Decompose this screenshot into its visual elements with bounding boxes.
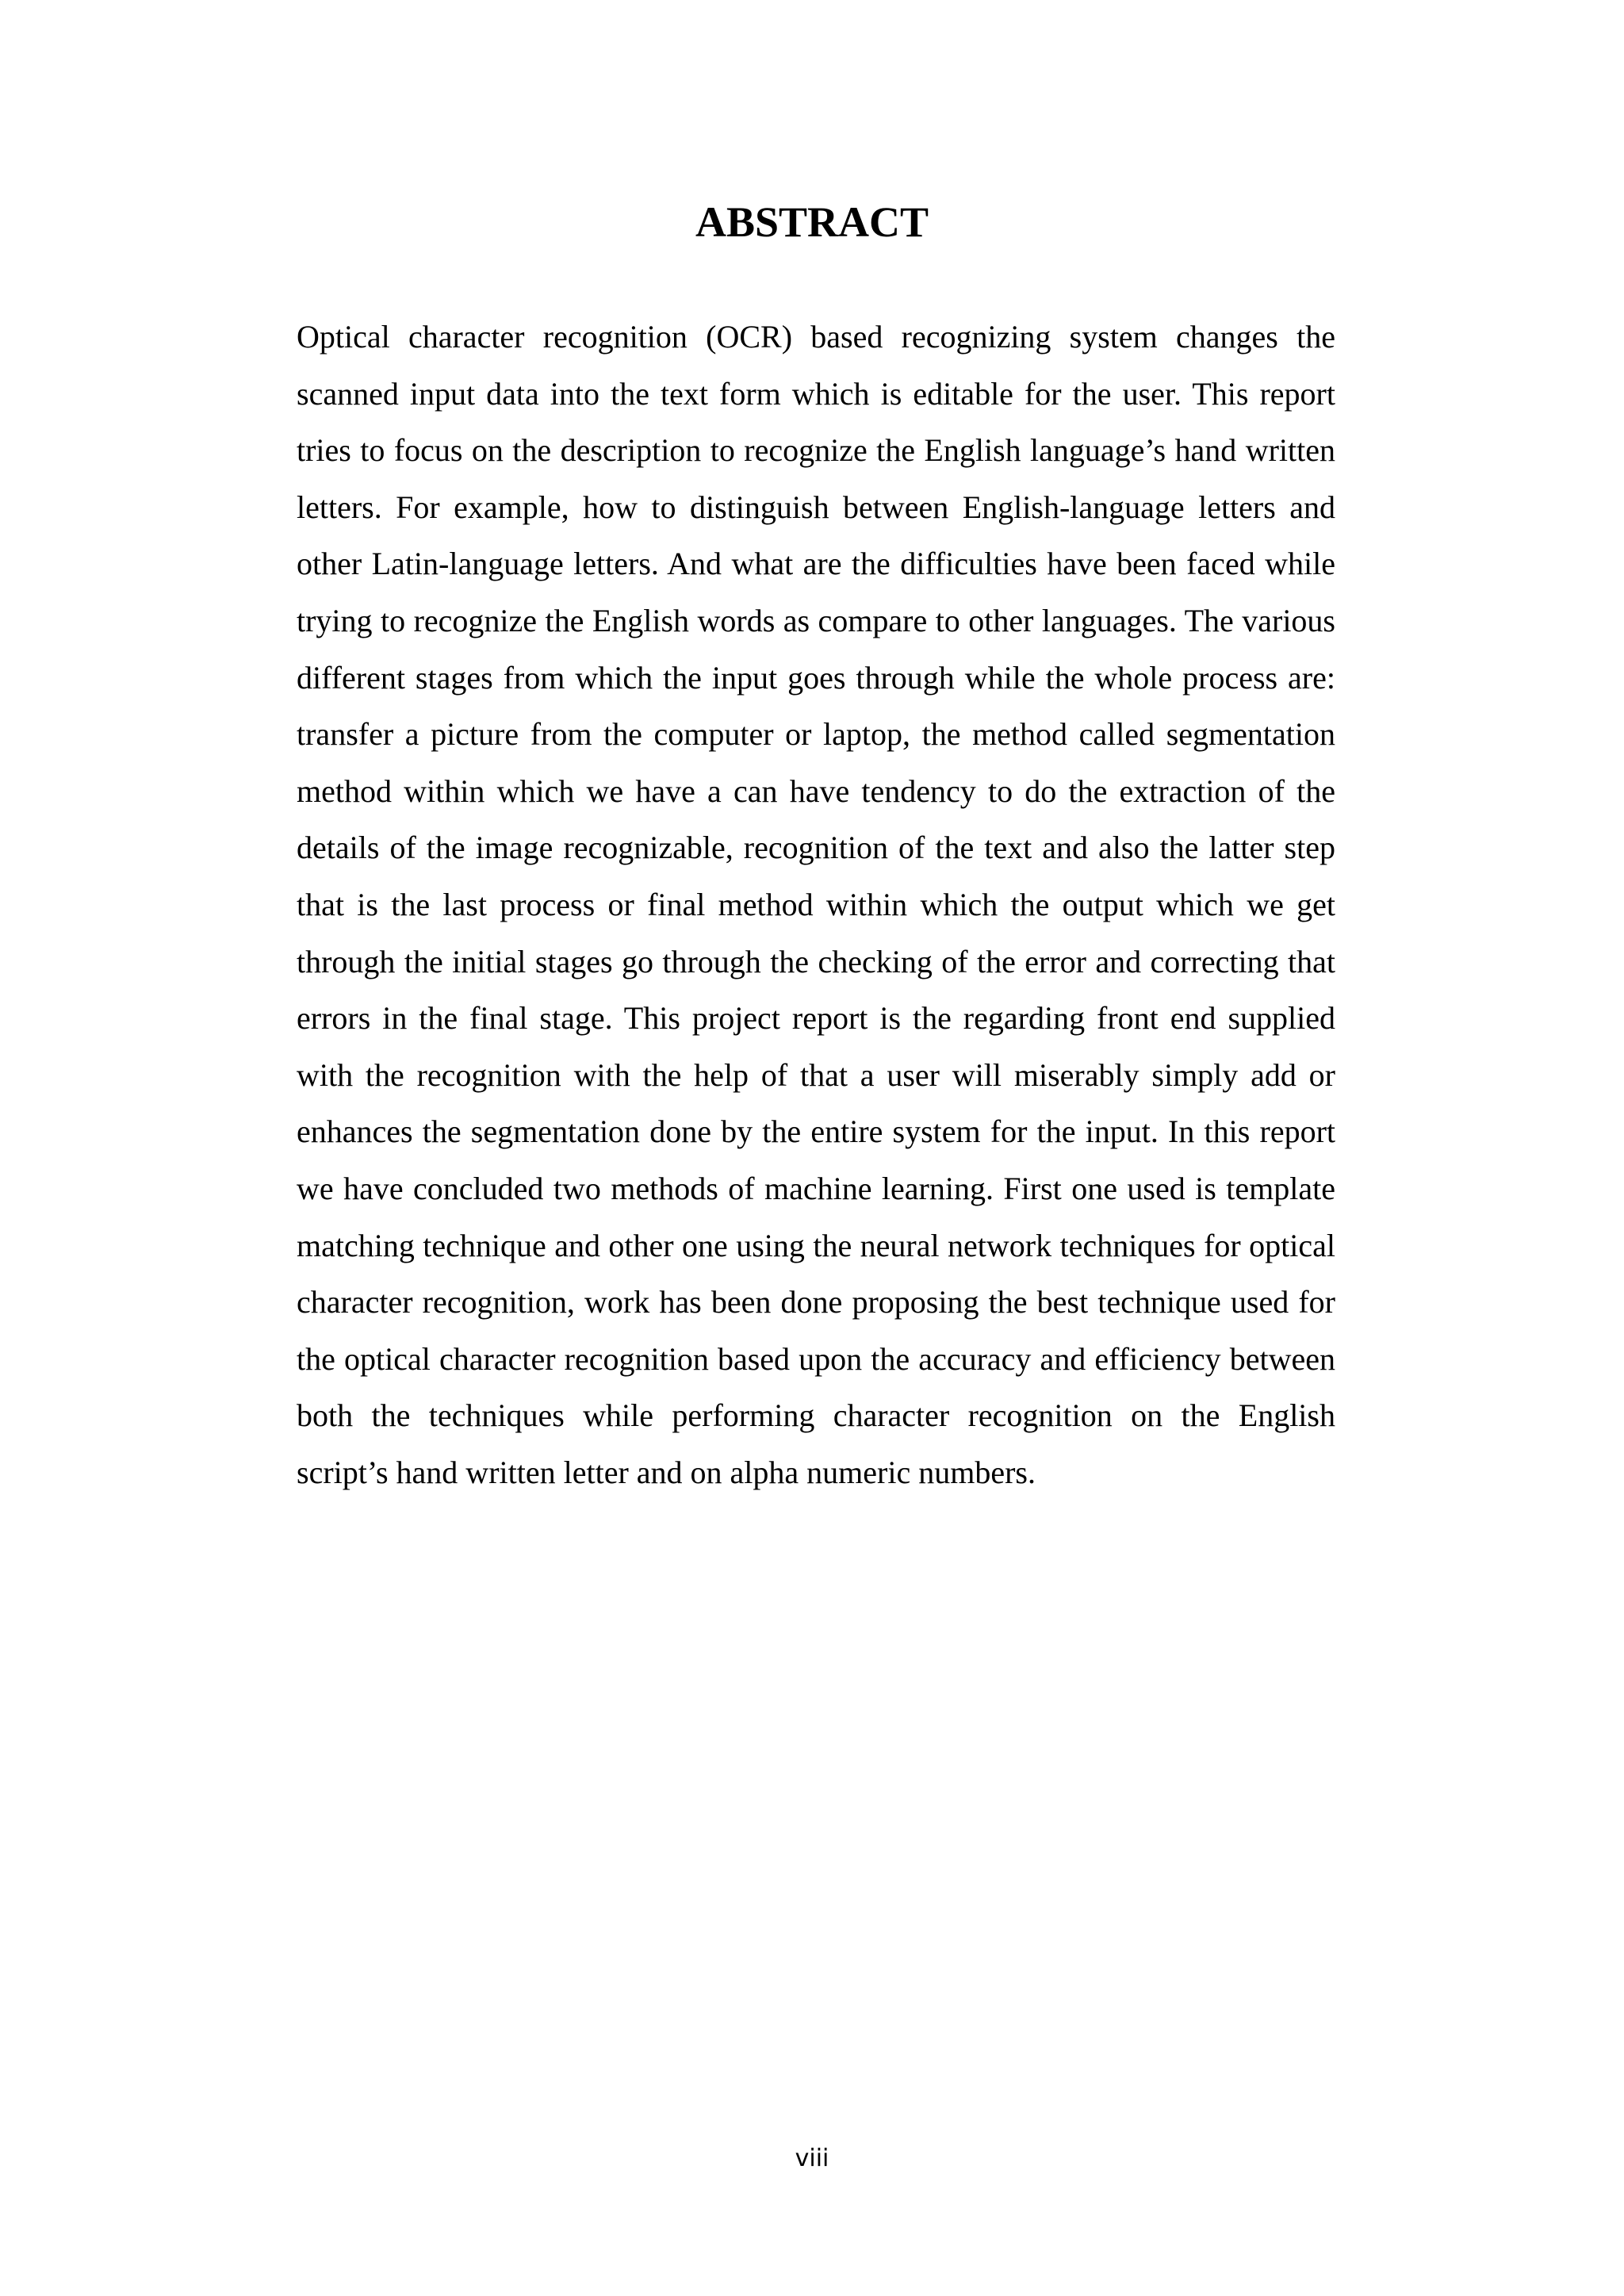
abstract-title: ABSTRACT	[695, 198, 929, 246]
page-number: viii	[795, 2145, 829, 2172]
abstract-paragraph: Optical character recognition (OCR) based recognizing system changes the scanned input data into the text form which is editable for the user. This report tries to focus on the description to recognize the English language’s hand written letters. For example, how to distinguish between English-language letters and other Latin-language letters. And what are the difficulties have been faced while trying to recognize the English words as compare to other languages. The various different stages from which the input goes through while the whole process are: transfer a picture from the computer or laptop, the method called segmentation method within which we have a can have tendency to do the extraction of the details of the image recognizable, recognition of the text and also the latter step that is the last process or final method within which the output which we get through the initial stages go through the checking of the error and correcting that errors in the final stage. This project report is the regarding front end supplied with the recognition with the help of that a user will miserably simply add or enhances the segmentation done by the entire system for the input. In this report we have concluded two methods of machine learning. First one used is template matching technique and other one using the neural network techniques for optical character recognition, work has been done proposing the best technique used for the optical character recognition based upon the accuracy and efficiency between both the techniques while performing character recognition on the English script’s hand written letter and on alpha numeric numbers.	[297, 319, 1335, 1490]
